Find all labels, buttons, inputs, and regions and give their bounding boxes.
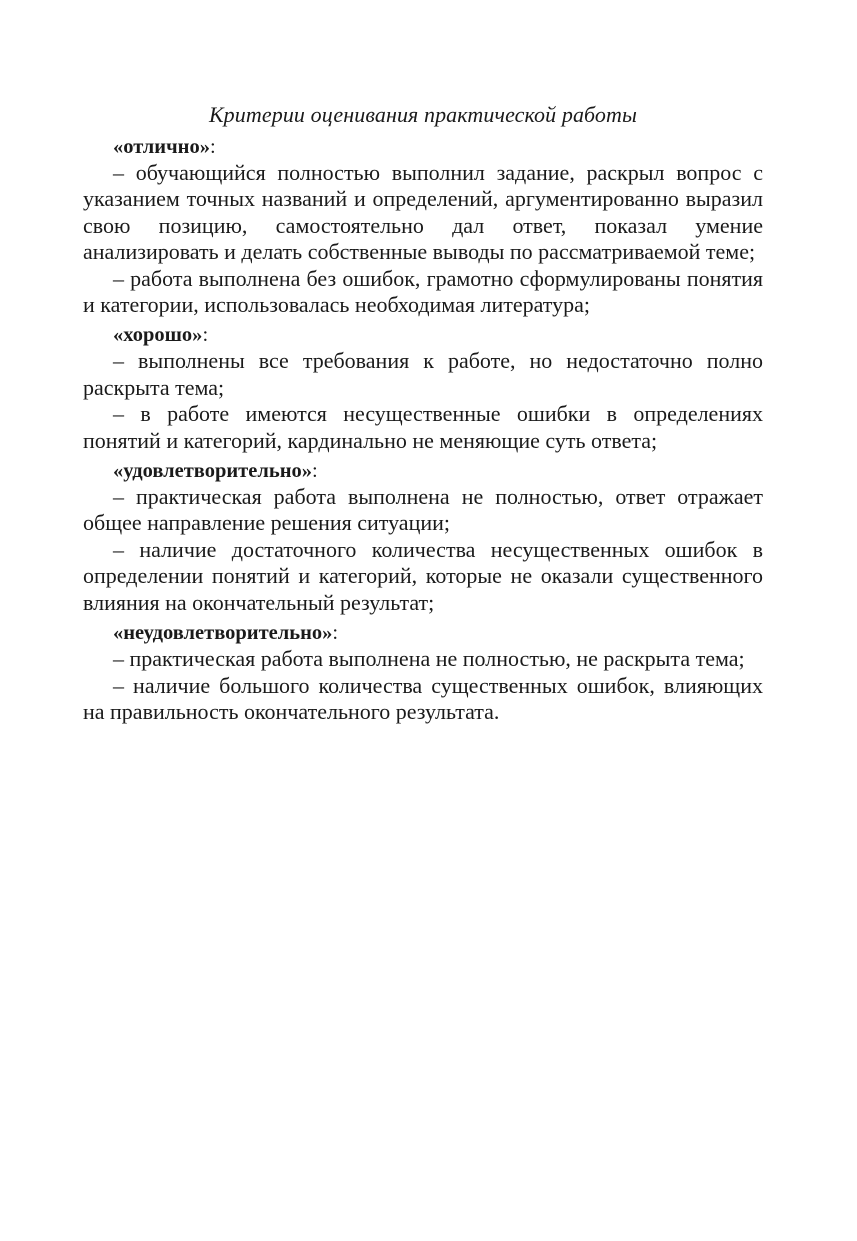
grade-label: «отлично»	[113, 136, 210, 158]
grade-section-unsatisfactory	[83, 620, 763, 725]
grade-section-satisfactory	[83, 458, 763, 616]
criterion-item: – в работе имеются несущественные ошибки в определениях понятий и категорий, кардинально не меняющие суть ответа;	[83, 401, 763, 453]
criterion-item: – работа выполнена без ошибок, грамотно сформулированы понятия и категории, использовалась необходимая литература;	[83, 265, 763, 318]
criterion-item: – наличие большого количества существенных ошибок, влияющих на правильность окончательного результата.	[83, 672, 763, 724]
grade-section-good	[83, 322, 763, 454]
grade-colon: :	[312, 460, 318, 483]
page-title: Критерии оценивания практической работы	[208, 102, 638, 127]
grade-label: «неудовлетворительно»	[113, 622, 333, 645]
grade-colon: :	[202, 324, 209, 347]
document-page	[83, 100, 763, 725]
grade-heading	[83, 322, 763, 348]
criterion-item: – наличие достаточного количества несущественных ошибок в определении понятий и категорий, которые не оказали существенного влияния на окончательный результат;	[83, 536, 763, 615]
criterion-item: – практическая работа выполнена не полностью, ответ отражает общее направление решения ситуации;	[83, 484, 763, 536]
criterion-item: – обучающийся полностью выполнил задание, раскрыл вопрос с указанием точных названий и определений, аргументированно выразил свою позицию, самостоятельно дал ответ, показал умение анализировать и делать собственные выводы по рассматриваемой теме;	[83, 160, 763, 265]
grade-section-excellent	[83, 134, 763, 318]
grade-label: «хорошо»	[113, 324, 203, 347]
grade-colon: :	[332, 622, 339, 645]
grade-heading	[83, 134, 763, 160]
criterion-item: – выполнены все требования к работе, но недостаточно полно раскрыта тема;	[83, 348, 763, 400]
grade-colon: :	[209, 136, 216, 158]
grade-label: «удовлетворительно»	[113, 460, 313, 483]
criterion-item: – практическая работа выполнена не полностью, не раскрыта тема;	[113, 646, 745, 672]
grade-heading	[83, 458, 763, 484]
grade-heading	[83, 620, 763, 646]
